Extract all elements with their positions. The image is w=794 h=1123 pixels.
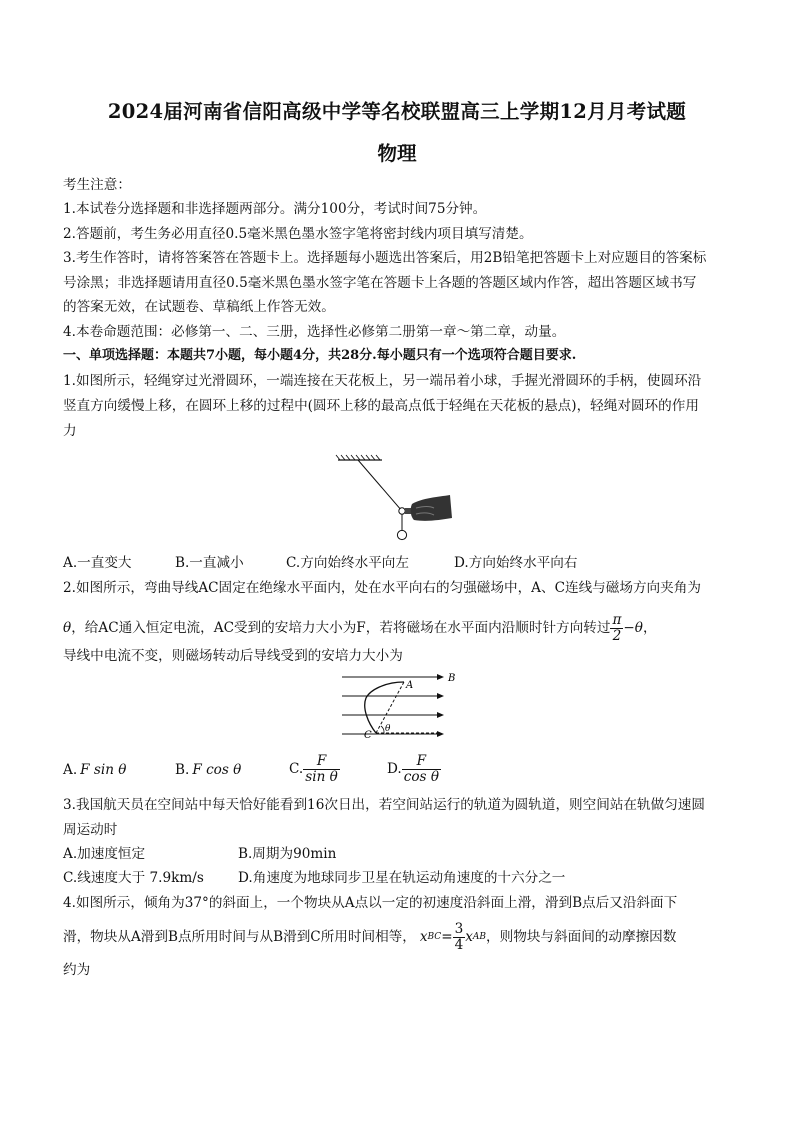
q2-option-b-value: F cos θ [192, 762, 242, 778]
exam-subject: 物理 [377, 142, 417, 165]
q2-stem-line-2-end: ， [642, 620, 657, 636]
q2-frac-den: 2 [612, 627, 622, 644]
section-heading: 一、单项选择题：本题共7小题，每小题4分，共28分.每小题只有一个选项符合题目要求. [63, 348, 577, 363]
q4-eq-lhs: x [419, 929, 428, 945]
notice-item-4: 4.本卷命题范围：必修第一、二、三册，选择性必修第二册第一章～第二章，动量。 [63, 324, 566, 340]
q2-option-c-label: C. [289, 761, 304, 777]
q2-option-b[interactable] [175, 761, 288, 779]
notice-item-3-line-3: 的答案无效，在试题卷、草稿纸上作答无效。 [63, 299, 335, 315]
q2-option-d[interactable] [387, 748, 441, 790]
q3-option-a[interactable]: A.加速度恒定 [63, 846, 146, 862]
q2-option-c-den: sin θ [305, 768, 338, 785]
q2-figure [340, 668, 465, 744]
q2-label-b: B [448, 673, 456, 684]
q4-eq-den: 4 [454, 936, 464, 953]
q2-option-a[interactable] [63, 761, 175, 779]
q2-option-c[interactable] [289, 748, 340, 790]
q2-label-c: C [364, 730, 372, 741]
q2-option-d-fraction [402, 754, 441, 785]
notice-item-3-line-2: 号涂黑；非选择题请用直径0.5毫米黑色墨水签字笔在答题卡上各题的答题区域内作答，超出答题区域书写 [63, 275, 697, 291]
q1-option-c[interactable]: C.方向始终水平向左 [286, 555, 409, 571]
q2-option-c-num: F [303, 754, 340, 770]
q1-option-d[interactable]: D.方向始终水平向右 [454, 555, 578, 571]
q4-eq-lhs-sub: BC [427, 932, 442, 942]
notice-item-2: 2.答题前，考生务必用直径0.5毫米黑色墨水签字笔将密封线内项目填写清楚。 [63, 226, 533, 242]
q4-eq-rhs-sub: AB [472, 932, 487, 942]
q2-stem-line-1: 2.如图所示，弯曲导线AC固定在绝缘水平面内，处在水平向右的匀强磁场中，A、C连线与磁场方向夹角为 [63, 580, 701, 596]
q2-frac-num: π [612, 611, 622, 628]
q1-stem-line-3: 力 [63, 423, 77, 439]
q1-stem-line-1: 1.如图所示，轻绳穿过光滑圆环，一端连接在天花板上，另一端吊着小球，手握光滑圆环的手柄，使圆环沿 [63, 373, 702, 389]
q4-eq-rhs: x [465, 929, 473, 945]
q2-label-a: A [406, 680, 414, 691]
q3-option-d[interactable]: D.角速度为地球同步卫星在轨运动角速度的十六分之一 [238, 870, 566, 886]
exam-title: 2024届河南省信阳高级中学等名校联盟高三上学期12月月考试题 [107, 100, 687, 123]
q4-stem-line-1: 4.如图所示，倾角为37°的斜面上，一个物块从A点以一定的初速度沿斜面上滑，滑到B点后又沿斜面下 [63, 895, 678, 911]
q1-stem-line-2: 竖直方向缓慢上移，在圆环上移的过程中(圆环上移的最高点低于轻绳在天花板的悬点)，轻绳对圆环的作用 [63, 398, 699, 414]
q4-stem-line-3: 约为 [63, 962, 91, 978]
q3-option-b[interactable]: B.周期为90min [238, 846, 337, 862]
q2-option-d-num: F [402, 754, 441, 770]
q2-stem-line-2-text: ，给AC通入恒定电流，AC受到的安培力大小为F，若将磁场在水平面内沿顺时针方向转过 [71, 620, 611, 636]
q2-stem-line-3: 导线中电流不变，则磁场转动后导线受到的安培力大小为 [63, 648, 403, 664]
q4-stem-line-2-a: 滑，物块从A滑到B点所用时间与从B滑到C所用时间相等， [63, 929, 416, 945]
q2-label-theta: θ [385, 724, 391, 734]
q3-stem-line-1: 3.我国航天员在空间站中每天恰好能看到16次日出，若空间站运行的轨道为圆轨道，则空间站在轨做匀速圆 [63, 797, 705, 813]
notice-heading: 考生注意： [63, 177, 131, 193]
q4-stem-line-2-b: ，则物块与斜面间的动摩擦因数 [486, 929, 677, 945]
q2-option-d-den: cos θ [403, 768, 440, 785]
q4-stem-line-2 [63, 919, 676, 955]
q2-option-d-label: D. [387, 761, 402, 777]
q2-angle-fraction [610, 613, 623, 644]
q4-eq-sign: = [441, 929, 453, 945]
q1-figure [330, 452, 465, 546]
q2-option-c-fraction [303, 754, 340, 785]
q2-option-a-label: A. [63, 762, 78, 778]
notice-item-1: 1.本试卷分选择题和非选择题两部分。满分100分，考试时间75分钟。 [63, 201, 487, 217]
q2-option-a-value: F sin θ [80, 762, 127, 778]
q1-option-a[interactable]: A.一直变大 [63, 555, 132, 571]
q2-frac-tail: −θ [623, 620, 643, 636]
q2-stem-line-2 [63, 612, 657, 644]
q4-eq-num: 3 [454, 920, 464, 937]
q2-theta: θ [63, 620, 72, 636]
notice-item-3-line-1: 3.考生作答时，请将答案答在答题卡上。选择题每小题选出答案后，用2B铅笔把答题卡上对应题目的答案标 [63, 250, 707, 266]
q4-eq-fraction [453, 922, 466, 953]
q2-option-b-label: B. [175, 762, 190, 778]
q1-option-b[interactable]: B.一直减小 [175, 555, 244, 571]
q3-stem-line-2: 周运动时 [63, 822, 118, 838]
q3-option-c[interactable]: C.线速度大于 7.9km/s [63, 870, 204, 886]
